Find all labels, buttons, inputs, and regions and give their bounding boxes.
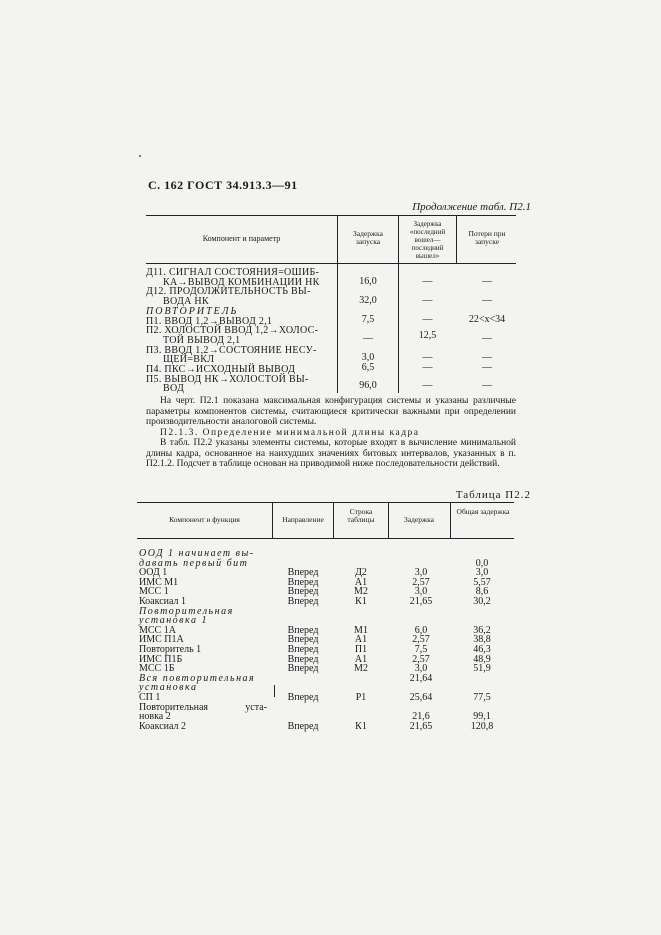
- table2-component: Коаксиал 2: [139, 720, 187, 732]
- table2-total: 77,5: [473, 692, 491, 703]
- table2-component: установка: [139, 682, 198, 694]
- table1-component-line: ВОДА НК: [163, 296, 209, 308]
- table2-row-ref: А1: [354, 634, 368, 646]
- table1-startup-value: 3,0: [361, 352, 375, 363]
- table2-total: 51,9: [473, 663, 491, 675]
- table2-delay: 21,6: [412, 711, 430, 723]
- table2-component: СП 1: [139, 692, 161, 703]
- table2-col-divider: [450, 502, 451, 538]
- table2-component: установка 1: [139, 615, 208, 627]
- table1-lifo-value: —: [422, 276, 433, 287]
- table2-total: 8,6: [475, 586, 489, 598]
- table1-component-line: П4. ПКС→ИСХОДНЫЙ ВЫВОД: [146, 364, 296, 375]
- table2-component: давать первый бит: [139, 557, 249, 569]
- table1-header-rule: [146, 263, 516, 264]
- table2-row-ref: М1: [354, 624, 368, 636]
- table2-delay: 7,5: [414, 644, 428, 655]
- table2-component: Вся повторительная: [139, 672, 256, 684]
- table2-direction: Вперед: [287, 624, 319, 636]
- table2-delay: 2,57: [412, 576, 430, 588]
- table2-component: ООД 1 начинает вы-: [139, 548, 255, 559]
- table2-component: МСС 1Б: [139, 663, 175, 675]
- scan-speck: [139, 155, 141, 157]
- table2-delay: 3,0: [414, 663, 428, 675]
- table2-total: 46,3: [473, 644, 491, 655]
- table1-loss-value: —: [482, 352, 492, 363]
- table2-total: 36,2: [473, 624, 491, 636]
- paragraph-chart-description: На черт. П2.1 показана максимальная конфигурация системы и указаны различные параметры компонентов системы, считающиеся критически важными при определении производительности аналоговой системы.: [146, 396, 516, 428]
- table2-total: 120,8: [470, 720, 494, 732]
- table2-row-ref: Р1: [355, 692, 367, 703]
- table2-total: 99,1: [473, 711, 491, 723]
- table2-row-ref: К1: [355, 720, 367, 732]
- table1-component-line: КА→ВЫВОД КОМБИНАЦИИ НК: [163, 276, 320, 288]
- table2-header-total: Общая задержка: [456, 507, 510, 516]
- table1-startup-value: 7,5: [361, 314, 375, 325]
- table2-delay: 21,65: [409, 720, 433, 732]
- table1-component-line: ПОВТОРИТЕЛЬ: [146, 305, 239, 317]
- table2-direction: Вперед: [287, 586, 319, 598]
- table2-row-ref: П1: [354, 644, 368, 655]
- table1-startup-value: 96,0: [359, 380, 377, 391]
- table1-lifo-value: 12,5: [418, 330, 437, 341]
- table2-delay: 3,0: [414, 586, 428, 598]
- table1-caption: Продолжение табл. П2.1: [412, 201, 531, 213]
- table1-lifo-value: —: [422, 380, 433, 391]
- table1-component-line: ВОД: [163, 383, 185, 395]
- table2-total: 0,0: [475, 557, 489, 569]
- table2-row-ref: К1: [355, 596, 367, 607]
- table1-component-line: ЩЕЙ=ВКЛ: [163, 354, 215, 366]
- table2-direction: Вперед: [287, 720, 319, 732]
- table1-component-line: Д11. СИГНАЛ СОСТОЯНИЯ=ОШИБ-: [146, 267, 320, 278]
- page-header: С. 162 ГОСТ 34.913.3—91: [148, 178, 298, 192]
- table1-component-line: П3. ВВОД 1,2→СОСТОЯНИЕ НЕСУ-: [146, 344, 317, 356]
- table2-direction: Вперед: [287, 567, 319, 579]
- table2-header-direction: Направление: [282, 515, 324, 524]
- table1-component-line: Д12. ПРОДОЛЖИТЕЛЬНОСТЬ ВЫ-: [146, 286, 311, 298]
- table2-component: ООД 1: [139, 567, 168, 579]
- table2-component: ИМС П1Б: [139, 653, 183, 665]
- table1-lifo-value: —: [422, 314, 433, 325]
- table2-row-ref: М2: [354, 586, 368, 598]
- table2-header-delay: Задержка: [403, 515, 435, 524]
- table2-direction: Вперед: [287, 653, 319, 665]
- table1-header-loss: Потери при запуске: [468, 229, 506, 246]
- table2-delay: 3,0: [414, 567, 428, 579]
- table2-total: 30,2: [473, 596, 491, 607]
- table2-row-ref: М2: [354, 663, 368, 675]
- table2-component: новка 2: [139, 711, 171, 723]
- table1-loss-value: —: [482, 380, 492, 391]
- table1-lifo-value: —: [422, 295, 433, 306]
- section-title-min-frame: П2.1.3. Определение минимальной длины кадра: [160, 428, 420, 438]
- table1-loss-value: —: [482, 362, 492, 373]
- table1-header-startup: Задержка запуска: [352, 229, 384, 246]
- table2-delay: 21,65: [409, 596, 433, 607]
- table2-direction: Вперед: [287, 692, 319, 703]
- table1-startup-value: 6,5: [361, 362, 375, 373]
- table2-row-ref: А1: [354, 576, 368, 588]
- table2-header-row: Строка таблицы: [347, 507, 375, 524]
- table1-component-line: ТОЙ ВЫВОД 2,1: [163, 334, 241, 346]
- table2-total: 5,57: [473, 576, 491, 588]
- table1-component-line: П5. ВЫВОД НК→ХОЛОСТОЙ ВЫ-: [146, 373, 309, 385]
- table1-startup-value: 32,0: [359, 295, 377, 306]
- table2-component: ИМС М1: [139, 576, 179, 588]
- table2-component: ИМС П1А: [139, 634, 184, 646]
- table1-header-lifo: Задержка «последний вошел— последний вышел»: [409, 220, 446, 260]
- paragraph-table-description: В табл. П2.2 указаны элементы системы, которые входят в вычисление минимальной длины кадра, основанное на наихудших значениях битовых интервалов, указанных в п. П2.1.2. Подсчет в таблице основан на приводимой ниже последовательности действий.: [146, 438, 516, 470]
- table2-component: Повторительная: [139, 605, 234, 617]
- table2-delay: 2,57: [412, 653, 430, 665]
- table1-col-divider: [456, 215, 457, 263]
- table2-header-component: Компонент и функция: [169, 515, 240, 524]
- table2-component: Коаксиал 1: [139, 596, 187, 607]
- table1-lifo-value: —: [422, 362, 433, 373]
- table2-header-rule: [137, 538, 514, 539]
- table2-delay: 21,64: [409, 672, 433, 684]
- table2-component: Повторитель 1: [139, 644, 202, 655]
- table1-loss-value: —: [482, 333, 492, 344]
- table2-total: 38,8: [473, 634, 491, 646]
- table1-header-component: Компонент и параметр: [202, 234, 281, 243]
- table1-component-line: П2. ХОЛОСТОЙ ВВОД 1,2→ХОЛОС-: [146, 325, 319, 337]
- table2-delay: 2,57: [412, 634, 430, 646]
- table2-direction: Вперед: [287, 663, 319, 675]
- table1-startup-value: —: [363, 333, 373, 344]
- table2-component: МСС 1: [139, 586, 169, 598]
- table2-col-divider: [333, 502, 334, 538]
- table1-col-divider: [398, 215, 399, 393]
- table2-component: МСС 1А: [139, 624, 176, 636]
- table2-direction: Вперед: [287, 634, 319, 646]
- table1-loss-value: —: [482, 295, 492, 306]
- table2-delay: 6,0: [414, 624, 428, 636]
- table2-component: Повторительная уста-: [139, 701, 267, 713]
- table2-direction: Вперед: [287, 644, 319, 655]
- table1-component-line: П1. ВВОД 1,2→ВЫВОД 2,1: [146, 315, 273, 327]
- table1-loss-value: 22<x<34: [468, 314, 506, 325]
- table1-startup-value: 16,0: [359, 276, 377, 287]
- table2-total: 3,0: [475, 567, 489, 579]
- table1-lifo-value: —: [422, 352, 433, 363]
- table2-total: 48,9: [473, 653, 491, 665]
- table2-direction: Вперед: [287, 596, 319, 607]
- table2-direction: Вперед: [287, 576, 319, 588]
- table2-row-ref: Д2: [355, 567, 367, 579]
- table1-loss-value: —: [482, 276, 492, 287]
- table2-top-rule: [137, 502, 514, 503]
- table2-delay: 25,64: [409, 692, 433, 703]
- table1-top-rule: [146, 215, 516, 216]
- table2-row-ref: А1: [354, 653, 368, 665]
- table2-caption: Таблица П2.2: [455, 489, 531, 501]
